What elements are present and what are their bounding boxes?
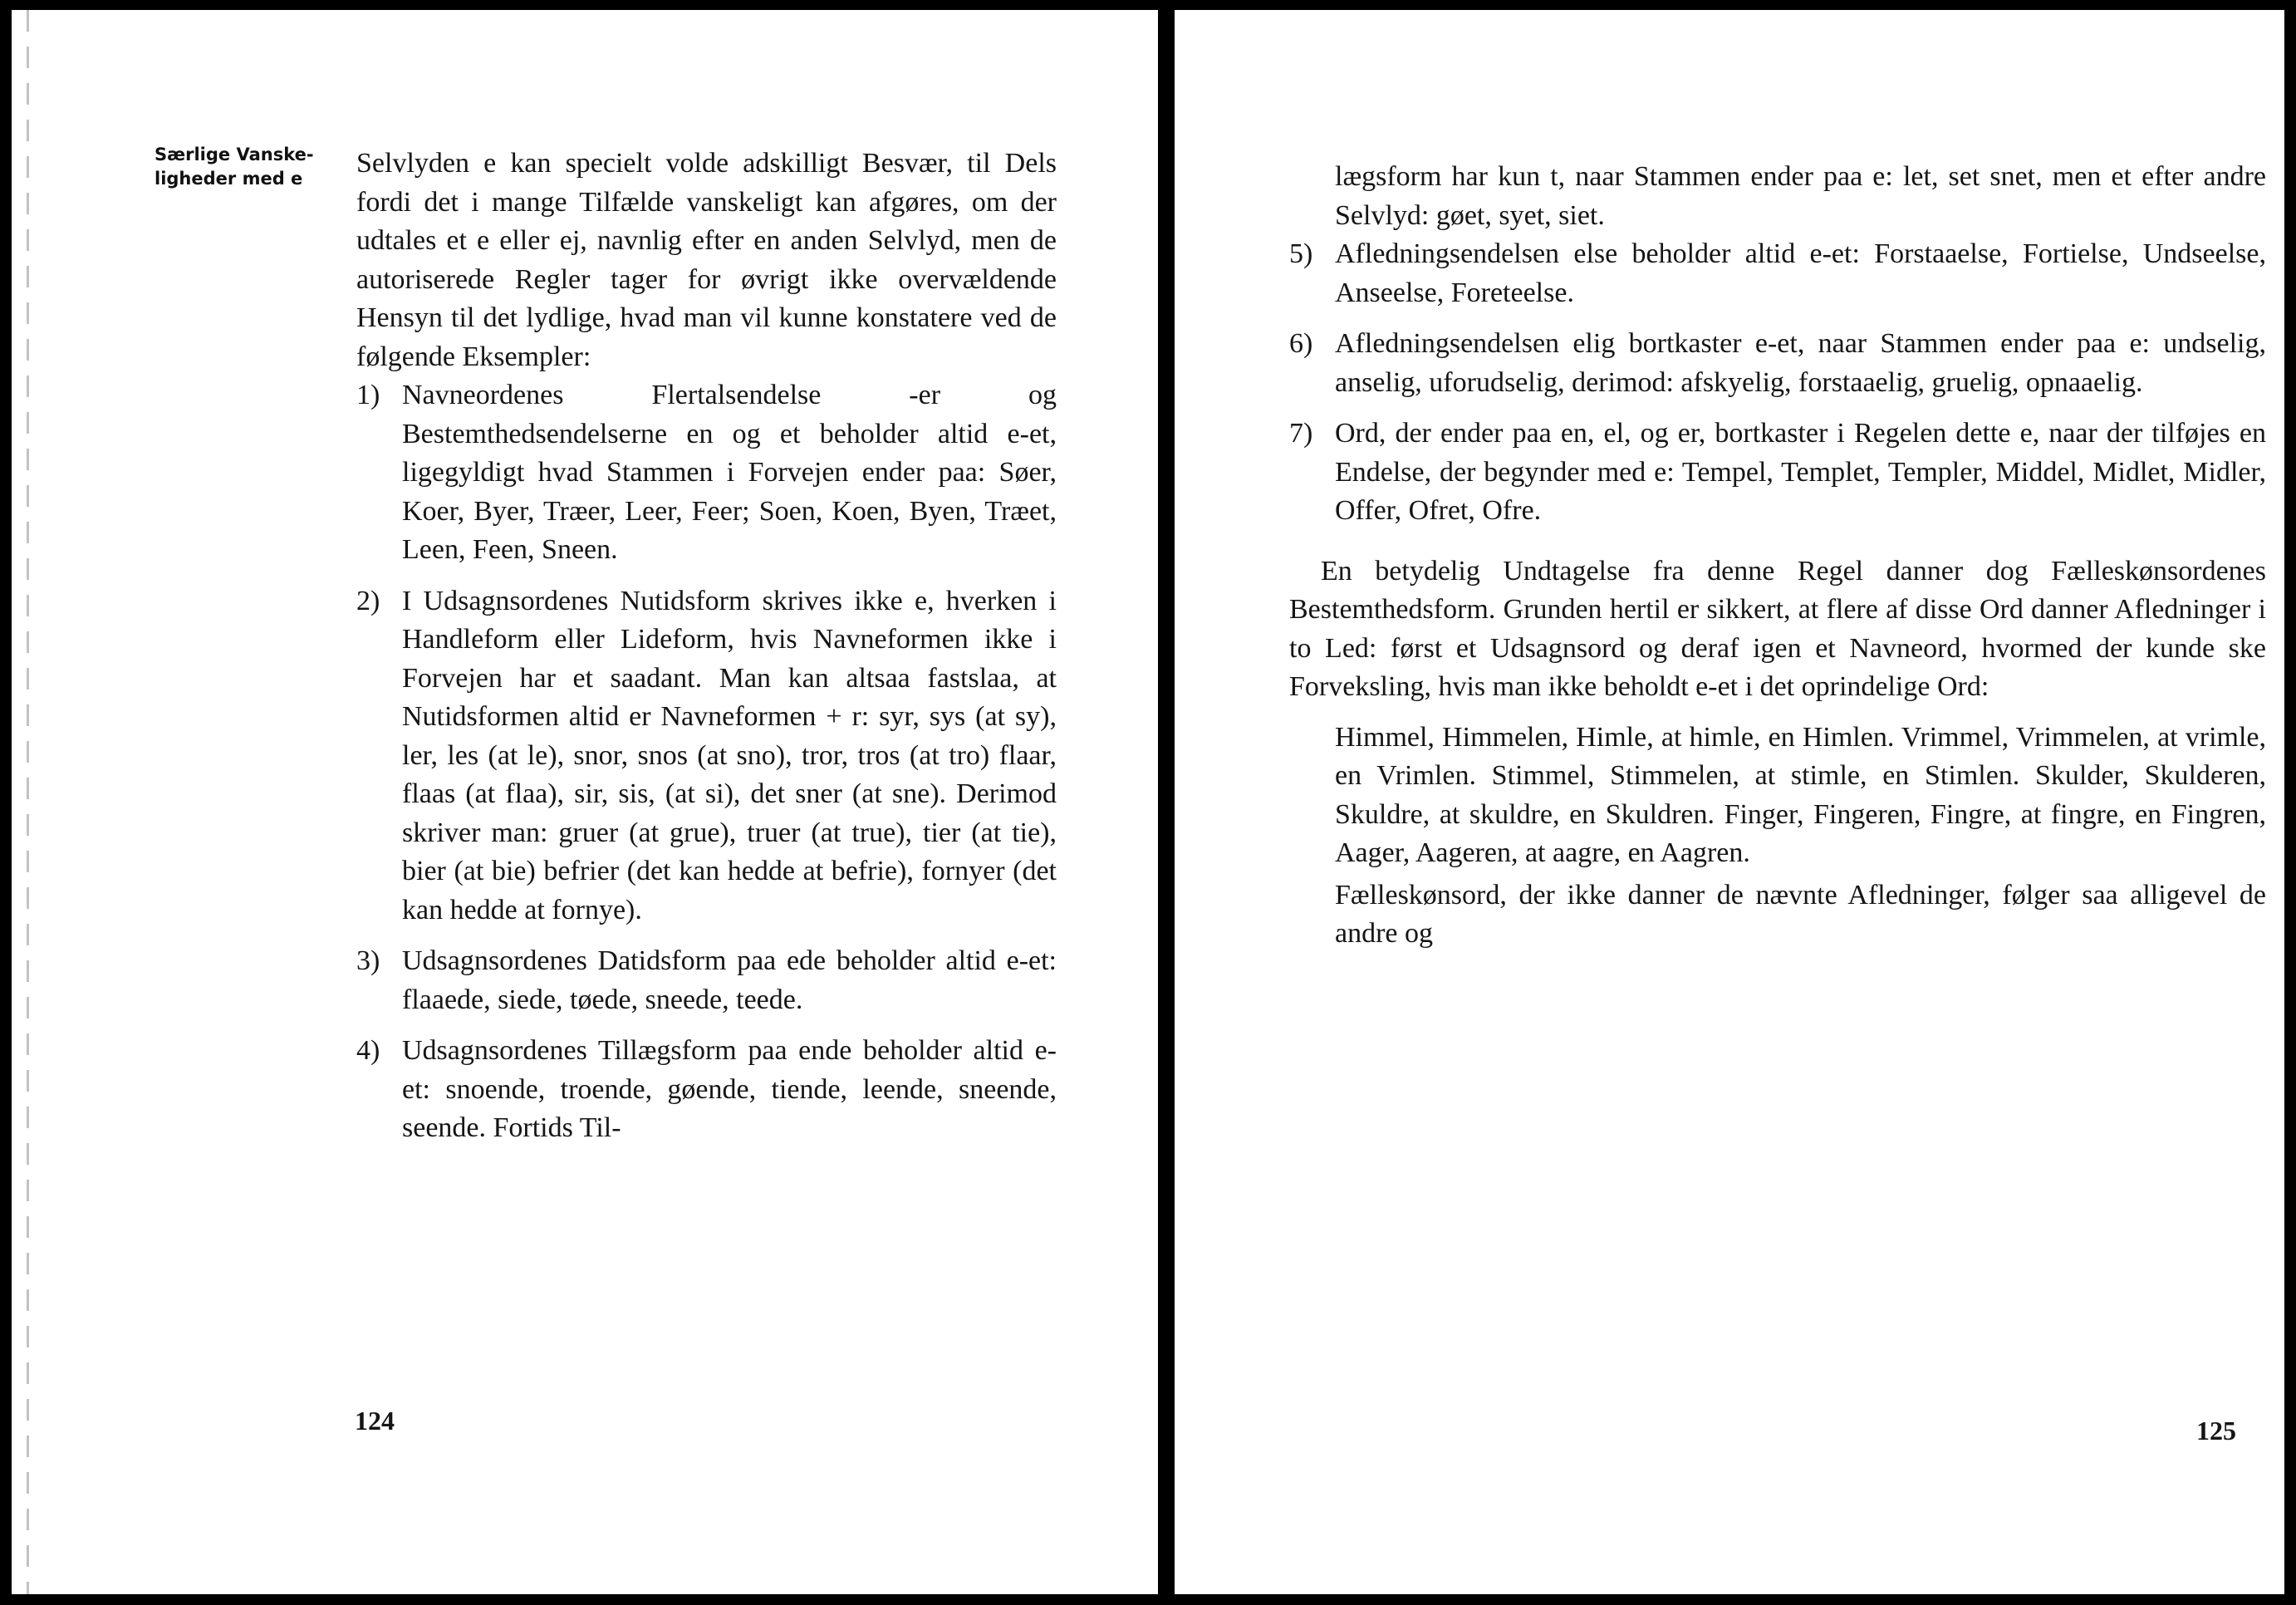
rule-number: 5)	[1289, 238, 1313, 269]
rule-item-6	[1289, 325, 2266, 402]
page-number: 125	[2196, 1416, 2236, 1445]
rule-text: Udsagnsordenes Datidsform paa ede beholder altid e-et: flaaede, siede, tøede, sneede, teede.	[402, 945, 1057, 1015]
scan-edge-mark	[27, 10, 29, 1594]
rule-number: 2)	[356, 585, 380, 616]
rule-number: 7)	[1289, 418, 1313, 449]
left-page-body	[356, 145, 1057, 1161]
rule-text: Ord, der ender paa en, el, og er, bortkaster i Regelen dette e, naar der tilføjes en Endelse, der begynder med e: Tempel, Templet, Templer, Middel, Midlet, Midler, Offer, Ofret, Ofre.	[1335, 418, 2266, 526]
exception-paragraph: En betydelig Undtagelse fra denne Regel danner dog Fælleskønsordenes Bestemthedsform. Grunden hertil er sikkert, at flere af disse Ord danner Afledninger i to Led: først et Udsagnsord og deraf igen et Navneord, hvormed der kunde ske Forveksling, hvis man ikke beholdt e-et i det oprindelige Ord:	[1289, 555, 2266, 702]
rule-4-continuation: lægsform har kun t, naar Stammen ender paa e: let, set snet, men et efter andre Selvlyd: gøet, syet, siet.	[1335, 161, 2266, 231]
right-page	[1175, 10, 2284, 1594]
rule-item-7	[1289, 415, 2266, 531]
rule-number: 6)	[1289, 328, 1313, 359]
margin-note	[155, 143, 358, 191]
margin-note-line-2: ligheder med e	[155, 169, 303, 189]
intro-paragraph: Selvlyden e kan specielt volde adskilligt Besvær, til Dels fordi det i mange Tilfælde vanskeligt kan afgøres, om der udtales et e eller ej, navnlig efter en anden Selvlyd, men de autoriserede Regler tager for øvrigt ikke overvældende Hensyn til det lydlige, hvad man vil kunne konstatere ved de følgende Eksempler:	[356, 148, 1057, 372]
rule-item-3	[356, 942, 1057, 1019]
margin-note-line-1: Særlige Vanske-	[155, 145, 314, 164]
right-page-body	[1289, 158, 2266, 957]
left-page	[12, 10, 1158, 1594]
rule-item-2	[356, 582, 1057, 930]
rule-text: Navneordenes Flertalsendelse -er og Bestemthedsendelserne en og et beholder altid e-et, ligegyldigt hvad Stammen i Forvejen ender paa: Søer, Koer, Byer, Træer, Leer, Feer; Soen, Koen, Byen, Træet, Leen, Feen, Sneen.	[402, 380, 1057, 565]
page-number: 124	[355, 1406, 395, 1436]
rule-item-5	[1289, 235, 2266, 312]
rule-item-4	[356, 1032, 1057, 1148]
rule-number: 1)	[356, 380, 380, 410]
rule-number: 4)	[356, 1035, 380, 1066]
examples-text: Himmel, Himmelen, Himle, at himle, en Himlen. Vrimmel, Vrimmelen, at vrimle, en Vrimlen. Stimmel, Stimmelen, at stimle, en Stimlen. Skulder, Skulderen, Skuldre, at skuldre, en Skuldren. Finger, Fingeren, Fingre, at fingre, en Fingren, Aager, Aageren, at aagre, en Aagren.	[1335, 721, 2266, 868]
rule-text: Afledningsendelsen else beholder altid e-et: Forstaaelse, Fortielse, Undseelse, Anseelse, Foreteelse.	[1335, 238, 2266, 308]
rule-item-1	[356, 376, 1057, 570]
rule-text: Afledningsendelsen elig bortkaster e-et, naar Stammen ender paa e: undselig, anselig, uforudselig, derimod: afskyelig, forstaaelig, gruelig, opnaaelig.	[1335, 328, 2266, 398]
closing-text: Fælleskønsord, der ikke danner de nævnte Afledninger, følger saa alligevel de andre og	[1335, 879, 2266, 949]
examples-block	[1289, 719, 2266, 954]
rule-text: I Udsagnsordenes Nutidsform skrives ikke e, hverken i Handleform eller Lideform, hvis Navneformen ikke i Forvejen har et saadant. Man kan altsaa fastslaa, at Nutidsformen altid er Navneformen + r: syr, sys (at sy), ler, les (at le), snor, snos (at sno), tror, tros (at tro) flaar, flaas (at flaa), sir, sis, (at si), det sner (at sne). Derimod skriver man: gruer (at grue), truer (at true), tier (at tie), bier (at bie) befrier (det kan hedde at befrie), fornyer (det kan hedde at fornye).	[402, 585, 1057, 925]
rule-number: 3)	[356, 945, 380, 976]
rule-text: Udsagnsordenes Tillægsform paa ende beholder altid e-et: snoende, troende, gøende, tiende, leende, sneende, seende. Fortids Til-	[402, 1035, 1057, 1143]
